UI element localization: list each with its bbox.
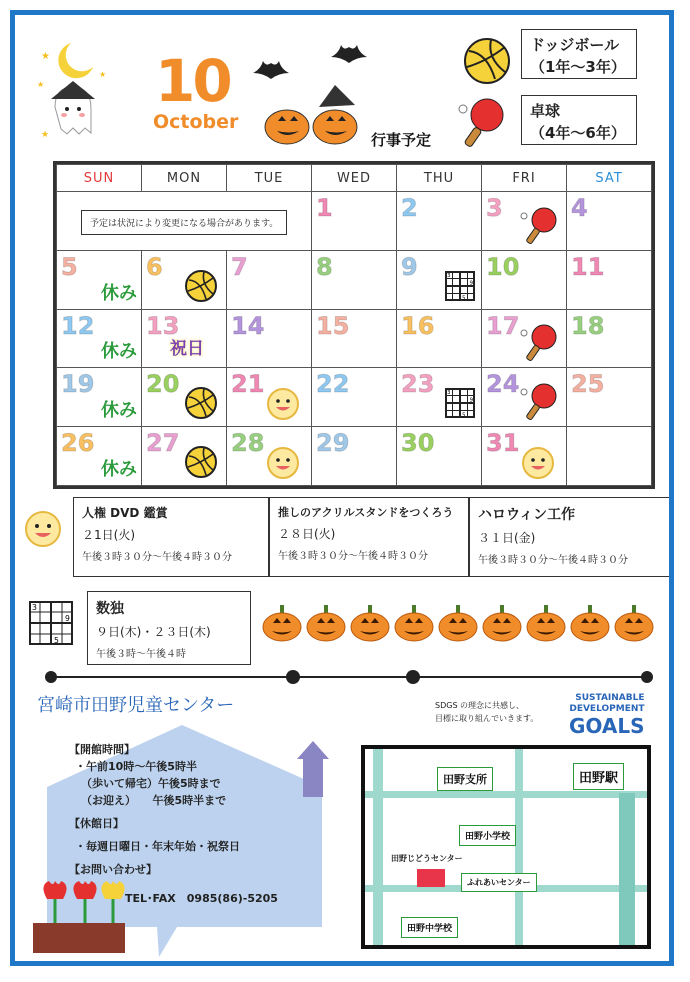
svg-text:★: ★ xyxy=(41,130,50,140)
closed-day-label: 休み xyxy=(101,400,137,422)
calendar-day xyxy=(227,427,312,486)
calendar-day xyxy=(227,250,312,309)
ping-pong-icon xyxy=(455,95,511,151)
calendar-day xyxy=(142,368,227,427)
ping-pong-icon xyxy=(520,321,562,363)
volleyball-icon xyxy=(184,269,218,303)
program-title: ハロウィン工作 xyxy=(478,507,576,523)
calendar-day xyxy=(57,427,142,486)
star-icon: ★ xyxy=(41,51,50,62)
sudoku-icon xyxy=(445,388,475,418)
jack-o-lantern-icon xyxy=(481,603,523,643)
day-number: 11 xyxy=(571,252,605,281)
program-acrylic-stand xyxy=(269,497,469,577)
jack-o-lantern-icon xyxy=(437,603,479,643)
day-number: 23 xyxy=(401,370,435,399)
day-number: 30 xyxy=(401,429,435,458)
day-number: 4 xyxy=(571,194,588,222)
day-number: 6 xyxy=(146,252,163,281)
calendar-day xyxy=(567,250,652,309)
smiley-icon xyxy=(23,509,63,549)
day-number: 28 xyxy=(231,429,265,458)
svg-text:9: 9 xyxy=(469,280,473,287)
moon-icon xyxy=(58,43,93,78)
month-name: October xyxy=(153,111,239,133)
calendar-day xyxy=(57,309,142,368)
day-number: 7 xyxy=(231,252,248,281)
opening-line: （歩いて帰宅）午後5時まで xyxy=(81,777,221,790)
program-sudoku xyxy=(87,591,251,665)
calendar-day xyxy=(57,192,312,251)
access-map xyxy=(361,745,651,949)
month-number: 10 xyxy=(155,47,230,115)
program-title: 人権 DVD 鑑賞 xyxy=(82,506,168,520)
svg-text:★: ★ xyxy=(37,80,45,89)
day-number: 14 xyxy=(231,311,265,340)
ping-pong-icon xyxy=(520,204,562,246)
day-number: 9 xyxy=(401,252,418,281)
day-number: 12 xyxy=(61,311,95,340)
calendar-day xyxy=(312,427,397,486)
calendar-day xyxy=(567,427,652,486)
contact-heading: 【お問い合わせ】 xyxy=(69,863,157,876)
sdgs-logo xyxy=(569,693,645,737)
day-number: 20 xyxy=(146,370,180,399)
day-number: 31 xyxy=(486,429,520,458)
calendar-day xyxy=(482,250,567,309)
svg-text:9: 9 xyxy=(469,397,473,404)
calendar-day xyxy=(482,427,567,486)
divider xyxy=(43,667,655,687)
map-label-junior-high: 田野中学校 xyxy=(401,917,458,938)
bat-icon xyxy=(331,45,367,63)
map-label-station: 田野駅 xyxy=(573,763,624,790)
sdgs-logo-goals: GOALS xyxy=(569,714,645,738)
calendar-day xyxy=(142,309,227,368)
calendar-notice: 予定は状況により変更になる場合があります。 xyxy=(81,210,287,235)
weekday-header: THU xyxy=(397,165,482,192)
day-number: 25 xyxy=(571,370,605,399)
svg-text:9: 9 xyxy=(65,613,70,623)
calendar-day xyxy=(482,368,567,427)
bat-icon xyxy=(253,61,289,79)
day-number: 2 xyxy=(401,194,418,222)
arrow-up-icon xyxy=(303,757,323,797)
map-label-elementary: 田野小学校 xyxy=(459,825,516,846)
program-time: 午後３時～午後４時 xyxy=(96,649,186,660)
center-marker xyxy=(417,869,445,887)
calendar-day xyxy=(397,192,482,251)
day-number: 5 xyxy=(61,252,78,281)
calendar-day xyxy=(567,368,652,427)
svg-text:★: ★ xyxy=(99,70,107,79)
weekday-header: TUE xyxy=(227,165,312,192)
calendar-day xyxy=(142,427,227,486)
day-number: 13 xyxy=(146,311,180,340)
day-number: 19 xyxy=(61,370,95,399)
contact-phone: TEL･FAX 0985(86)-5205 xyxy=(125,892,278,905)
svg-text:3: 3 xyxy=(447,390,451,397)
calendar-day xyxy=(312,192,397,251)
event-grade: （4年～6年） xyxy=(530,124,626,142)
sdgs-logo-line: SUSTAINABLE xyxy=(575,693,645,703)
national-holiday-label: 祝日 xyxy=(170,338,204,359)
program-time: 午後３時３０分～午後４時３０分 xyxy=(478,555,628,566)
sdgs-logo-line: DEVELOPMENT xyxy=(569,704,645,714)
smiley-icon xyxy=(265,386,301,422)
schedule-title: 行事予定 xyxy=(371,131,432,149)
program-date: ２８日(火) xyxy=(278,527,336,541)
calendar-day xyxy=(567,192,652,251)
calendar-day xyxy=(397,250,482,309)
halloween-illustration xyxy=(251,45,371,145)
svg-text:3: 3 xyxy=(32,602,37,612)
day-number: 18 xyxy=(571,311,605,340)
weekday-header: WED xyxy=(312,165,397,192)
event-table-tennis xyxy=(521,95,637,145)
closed-day-label: 休み xyxy=(101,341,137,363)
closed-day-label: 休み xyxy=(101,282,137,304)
calendar-day xyxy=(312,250,397,309)
program-date: ３１日(金) xyxy=(478,531,536,545)
calendar-day xyxy=(227,309,312,368)
opening-heading: 【開館時間】 xyxy=(69,743,135,756)
calendar-day xyxy=(397,368,482,427)
calendar-day xyxy=(567,309,652,368)
calendar-day xyxy=(142,250,227,309)
day-number: 15 xyxy=(316,311,350,340)
sudoku-icon xyxy=(29,601,73,645)
flyer-page xyxy=(10,10,674,966)
map-label-branch-office: 田野支所 xyxy=(437,767,493,791)
day-number: 16 xyxy=(401,311,435,340)
day-number: 24 xyxy=(486,370,520,399)
calendar-day xyxy=(312,309,397,368)
center-name: 宮崎市田野児童センター xyxy=(37,695,235,716)
program-halloween-craft xyxy=(469,497,671,577)
map-label-fureai: ふれあいセンター xyxy=(461,873,537,892)
svg-text:5: 5 xyxy=(462,412,466,419)
sudoku-icon xyxy=(29,601,73,649)
volleyball-icon xyxy=(184,386,218,420)
weekday-header: SUN xyxy=(57,165,142,192)
day-number: 8 xyxy=(316,252,333,281)
program-time: 午後３時３０分～午後４時３０分 xyxy=(278,551,428,562)
day-number: 22 xyxy=(316,370,350,399)
smiley-icon xyxy=(265,445,301,481)
calendar-day xyxy=(312,368,397,427)
event-name: 卓球 xyxy=(530,102,561,120)
smiley-icon xyxy=(520,445,556,481)
opening-line: ・午前10時～午後5時半 xyxy=(75,760,197,773)
calendar xyxy=(53,161,655,489)
jack-o-lantern-icon xyxy=(525,603,567,643)
jack-o-lantern-icon xyxy=(313,110,357,144)
map-label-center: 田野じどうセンター xyxy=(391,854,463,863)
jack-o-lantern-icon xyxy=(265,110,309,144)
pumpkin-row xyxy=(261,603,661,643)
jack-o-lantern-icon xyxy=(261,603,303,643)
calendar-day xyxy=(57,250,142,309)
program-human-rights-dvd xyxy=(73,497,269,577)
closed-days: ・毎週日曜日・年末年始・祝祭日 xyxy=(75,840,240,853)
day-number: 29 xyxy=(316,429,350,458)
day-number: 27 xyxy=(146,429,180,458)
event-dodgeball xyxy=(521,29,637,79)
volleyball-icon xyxy=(184,445,218,479)
calendar-day xyxy=(397,309,482,368)
day-number: 26 xyxy=(61,429,95,458)
closed-heading: 【休館日】 xyxy=(69,817,124,830)
sdgs-statement xyxy=(435,699,538,725)
weekday-header: MON xyxy=(142,165,227,192)
weekday-header: SAT xyxy=(567,165,652,192)
calendar-day xyxy=(227,368,312,427)
program-date: ９日(木)・２３日(木) xyxy=(96,625,211,639)
jack-o-lantern-icon xyxy=(613,603,655,643)
event-grade: （1年～3年） xyxy=(530,58,626,76)
center-info xyxy=(69,741,278,907)
sdgs-statement-line: 目標に取り組んでいきます。 xyxy=(435,714,539,723)
sdgs-statement-line: SDGS の理念に共感し、 xyxy=(435,701,525,710)
svg-text:3: 3 xyxy=(447,272,451,279)
opening-line: （お迎え） 午後5時半まで xyxy=(81,794,227,807)
jack-o-lantern-icon xyxy=(569,603,611,643)
day-number: 3 xyxy=(486,194,503,222)
day-number: 21 xyxy=(231,370,265,399)
svg-text:5: 5 xyxy=(54,635,59,645)
svg-text:5: 5 xyxy=(462,295,466,301)
jack-o-lantern-icon xyxy=(393,603,435,643)
program-date: ２1日(火) xyxy=(82,528,135,542)
program-title: 推しのアクリルスタンドをつくろう xyxy=(278,506,454,519)
calendar-day xyxy=(57,368,142,427)
day-number: 1 xyxy=(316,194,333,222)
jack-o-lantern-icon xyxy=(305,603,347,643)
day-number: 10 xyxy=(486,252,520,281)
volleyball-icon xyxy=(461,35,513,87)
calendar-day xyxy=(397,427,482,486)
jack-o-lantern-icon xyxy=(349,603,391,643)
sudoku-icon xyxy=(445,271,475,301)
program-time: 午後３時３０分～午後４時３０分 xyxy=(82,552,232,563)
ping-pong-icon xyxy=(520,380,562,422)
calendar-day xyxy=(482,309,567,368)
weekday-header: FRI xyxy=(482,165,567,192)
ghost-moon-illustration xyxy=(33,37,113,147)
event-name: ドッジボール xyxy=(530,36,620,54)
day-number: 17 xyxy=(486,311,520,340)
program-title: 数独 xyxy=(96,601,124,617)
closed-day-label: 休み xyxy=(101,459,137,480)
calendar-day xyxy=(482,192,567,251)
